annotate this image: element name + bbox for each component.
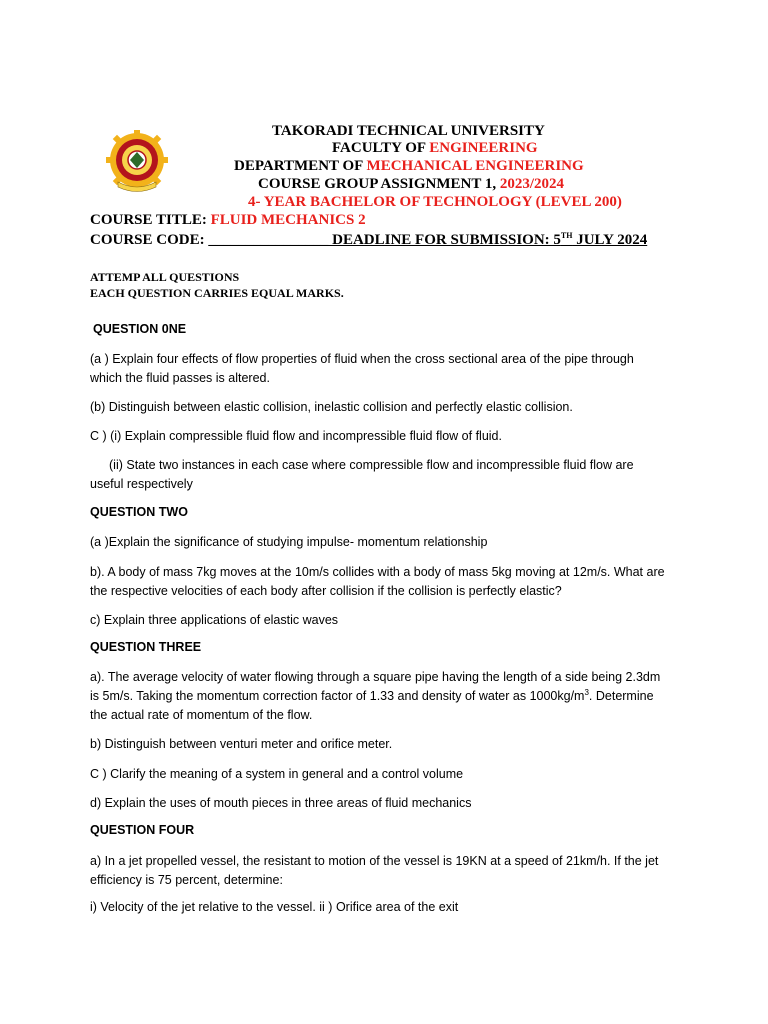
q1-c: C ) (i) Explain compressible fluid flow and incompressible fluid flow of fluid. — [90, 429, 502, 443]
assignment-year: 2023/2024 — [499, 176, 565, 192]
q2-heading: QUESTION TWO — [90, 505, 188, 519]
assignment-line: COURSE GROUP ASSIGNMENT 1, 2023/2024 — [258, 176, 565, 192]
department-name: MECHANICAL ENGINEERING — [366, 158, 584, 174]
faculty-line: FACULTY OF ENGINEERING — [332, 140, 538, 156]
course-code-blank: ________________ — [208, 232, 329, 248]
course-title-line: COURSE TITLE: FLUID MECHANICS 2 — [90, 212, 366, 228]
course-title-value: FLUID MECHANICS 2 — [210, 212, 366, 228]
q3-a-line1: a). The average velocity of water flowing through a square pipe having the length of a side being 2.3dm — [90, 670, 661, 684]
department-line: DEPARTMENT OF MECHANICAL ENGINEERING — [234, 158, 584, 174]
q4-heading: QUESTION FOUR — [90, 823, 195, 837]
q2-b-line1: b). A body of mass 7kg moves at the 10m/s collides with a body of mass 5kg moving at 12m/s. What are — [90, 565, 665, 579]
q1-cii-line2: useful respectively — [90, 477, 193, 491]
q3-b: b) Distinguish between venturi meter and orifice meter. — [90, 737, 393, 751]
q3-a-line3: the actual rate of momentum of the flow. — [90, 708, 313, 722]
q4-a-line1: a) In a jet propelled vessel, the resistant to motion of the vessel is 19KN at a speed of 21km/h. If the jet — [90, 854, 659, 868]
q2-a: (a )Explain the significance of studying impulse- momentum relationship — [90, 535, 488, 549]
course-code-line: COURSE CODE: ________________ DEADLINE FOR SUBMISSION: 5TH JULY 2024 — [90, 231, 648, 248]
q3-heading: QUESTION THREE — [90, 640, 202, 654]
faculty-name: ENGINEERING — [429, 140, 538, 156]
q3-d: d) Explain the uses of mouth pieces in three areas of fluid mechanics — [90, 796, 472, 810]
instruction-1: ATTEMP ALL QUESTIONS — [90, 270, 240, 284]
q1-cii-line1: (ii) State two instances in each case where compressible flow and incompressible fluid flow are — [109, 458, 634, 472]
q1-a-line1: (a ) Explain four effects of flow properties of fluid when the cross sectional area of the pipe through — [90, 352, 634, 366]
university-name: TAKORADI TECHNICAL UNIVERSITY — [272, 123, 545, 139]
q2-b-line2: the respective velocities of each body after collision if the collision is perfectly elastic? — [90, 584, 562, 598]
q2-c: c) Explain three applications of elastic waves — [90, 613, 339, 627]
q3-a-line2: is 5m/s. Taking the momentum correction factor of 1.33 and density of water as $1000kg/m^3$. Determine — [90, 687, 654, 703]
deadline: DEADLINE FOR SUBMISSION: 5TH JULY 2024 — [328, 231, 648, 248]
instruction-2: EACH QUESTION CARRIES EQUAL MARKS. — [90, 286, 344, 300]
programme-line: 4- YEAR BACHELOR OF TECHNOLOGY (LEVEL 200) — [248, 194, 622, 210]
q4-a-line2: efficiency is 75 percent, determine: — [90, 873, 283, 887]
q4-i: i) Velocity of the jet relative to the vessel. ii ) Orifice area of the exit — [90, 900, 459, 914]
q3-c: C ) Clarify the meaning of a system in general and a control volume — [90, 767, 464, 781]
university-crest-icon — [106, 130, 168, 194]
q1-heading: QUESTION 0NE — [93, 322, 187, 336]
q1-a-line2: which the fluid passes is altered. — [90, 371, 270, 385]
q1-b: (b) Distinguish between elastic collision, inelastic collision and perfectly elastic collision. — [90, 400, 573, 414]
